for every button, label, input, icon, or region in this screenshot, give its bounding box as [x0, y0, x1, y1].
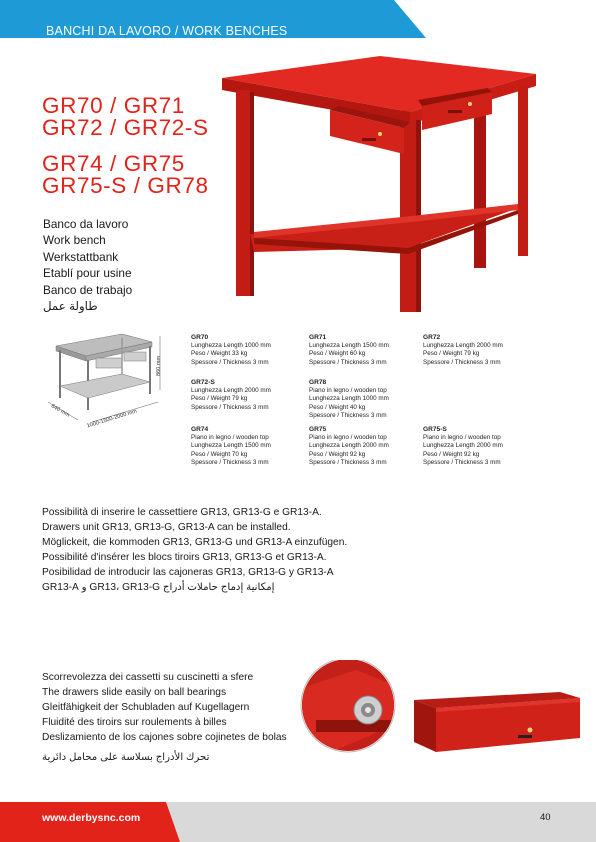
spec-line: Spessore / Thickness 3 mm	[191, 358, 269, 366]
spec-line: Lunghezza Length 1500 mm	[191, 442, 271, 450]
description-fr: Etablí pour usine	[43, 266, 132, 281]
slide-info-fr: Fluidité des tiroirs sur roulements à billes	[42, 717, 227, 728]
workbench-sketch	[42, 328, 182, 441]
spec-line: Peso / Weight 33 kg	[191, 350, 248, 358]
spec-code: GR74	[191, 426, 209, 433]
spec-line: Peso / Weight 92 kg	[423, 450, 480, 458]
spec-gr75	[309, 426, 389, 467]
spec-gr72-s	[191, 379, 271, 412]
spec-line: Spessore / Thickness 3 mm	[309, 458, 387, 466]
spec-gr70	[191, 334, 271, 367]
slide-info-ar: تحرك الأدراج بسلاسة على محامل دائرية	[42, 752, 210, 763]
spec-code: GR75	[309, 426, 327, 433]
spec-line: Peso / Weight 79 kg	[423, 350, 480, 358]
description-ar: طاولة عمل	[43, 299, 98, 314]
drawer-detail-photo	[296, 660, 586, 775]
drawers-info-de: Möglickeit, die kommoden GR13, GR13-G und GR13-A einzufügen.	[42, 537, 348, 548]
dimension-width: 1000-1500-2000 mm	[86, 408, 138, 430]
description-es: Banco de trabajo	[43, 282, 133, 297]
slide-info-en: The drawers slide easily on ball bearings	[42, 687, 227, 698]
slide-info-es: Deslizamiento de los cajones sobre cojinetes de bolas	[42, 732, 287, 743]
drawers-info-es: Posibilidad de introducir las cajoneras GR13, GR13-G y GR13-A	[42, 567, 334, 578]
spec-line: Piano in legno / wooden top	[423, 434, 501, 442]
website-link[interactable]: www.derbysnc.com	[42, 812, 141, 824]
spec-line: Peso / Weight 79 kg	[191, 395, 248, 403]
slide-info-it: Scorrevolezza dei cassetti su cuscinetti a sfere	[42, 672, 254, 683]
drawers-info	[42, 505, 347, 595]
dimension-height: 860 mm	[156, 355, 162, 376]
spec-code: GR71	[309, 334, 327, 341]
spec-line: Lunghezza Length 2000 mm	[423, 442, 503, 450]
header-banner	[0, 0, 596, 38]
spec-line: Spessore / Thickness 3 mm	[309, 411, 387, 419]
page-number: 40	[540, 812, 551, 823]
spec-line: Lunghezza Length 2000 mm	[309, 442, 389, 450]
spec-code: GR72-S	[191, 379, 215, 386]
spec-line: Peso / Weight 40 kg	[309, 403, 366, 411]
drawers-info-fr: Possibilité d'insérer les blocs tiroirs GR13, GR13-G et GR13-A.	[42, 552, 327, 563]
spec-line: Lunghezza Length 2000 mm	[191, 387, 271, 395]
section-title: BANCHI DA LAVORO / WORK BENCHES	[46, 24, 288, 38]
spec-line: Peso / Weight 92 kg	[309, 450, 366, 458]
spec-gr72	[423, 334, 503, 367]
spec-code: GR72	[423, 334, 441, 341]
dimension-depth: 640 mm	[49, 403, 71, 419]
spec-gr74	[191, 426, 271, 467]
model-codes-line-2: GR72 / GR72-S	[42, 115, 209, 140]
spec-line: Lunghezza Length 1000 mm	[191, 342, 271, 350]
spec-line: Spessore / Thickness 3 mm	[423, 458, 501, 466]
spec-line: Peso / Weight 70 kg	[191, 450, 248, 458]
spec-line: Lunghezza Length 1000 mm	[309, 395, 389, 403]
product-description	[43, 216, 132, 314]
spec-line: Spessore / Thickness 3 mm	[423, 358, 501, 366]
spec-line: Lunghezza Length 1500 mm	[309, 342, 389, 350]
drawers-info-ar: إمكانية إدماج حاملات أدراج GR13، GR13-G و GR13-A	[42, 582, 275, 593]
spec-line: Spessore / Thickness 3 mm	[309, 358, 387, 366]
spec-gr78	[309, 379, 389, 420]
slide-info	[42, 670, 287, 765]
spec-code: GR75-S	[423, 426, 447, 433]
description-en: Work bench	[43, 233, 106, 248]
spec-gr71	[309, 334, 389, 367]
spec-gr75-s	[423, 426, 503, 467]
spec-line: Spessore / Thickness 3 mm	[191, 403, 269, 411]
spec-line: Lunghezza Length 2000 mm	[423, 342, 503, 350]
model-codes-line-4: GR75-S / GR78	[42, 173, 209, 198]
spec-code: GR78	[309, 379, 327, 386]
slide-info-de: Gleitfähigkeit der Schubladen auf Kugellagern	[42, 702, 250, 713]
model-codes-line-1: GR70 / GR71	[42, 93, 185, 118]
spec-line: Piano in legno / wooden top	[191, 434, 269, 442]
drawers-info-en: Drawers unit GR13, GR13-G, GR13-A can be installed.	[42, 522, 291, 533]
drawers-info-it: Possibilità di inserire le cassettiere GR13, GR13-G e GR13-A.	[42, 507, 322, 518]
spec-line: Spessore / Thickness 3 mm	[191, 458, 269, 466]
spec-line: Peso / Weight 60 kg	[309, 350, 366, 358]
workbench-photo	[212, 52, 542, 319]
model-codes-line-3: GR74 / GR75	[42, 151, 185, 176]
spec-line: Piano in legno / wooden top	[309, 387, 387, 395]
description-de: Werkstattbank	[43, 249, 119, 264]
description-it: Banco da lavoro	[43, 217, 129, 231]
spec-code: GR70	[191, 334, 209, 341]
spec-line: Piano in legno / wooden top	[309, 434, 387, 442]
